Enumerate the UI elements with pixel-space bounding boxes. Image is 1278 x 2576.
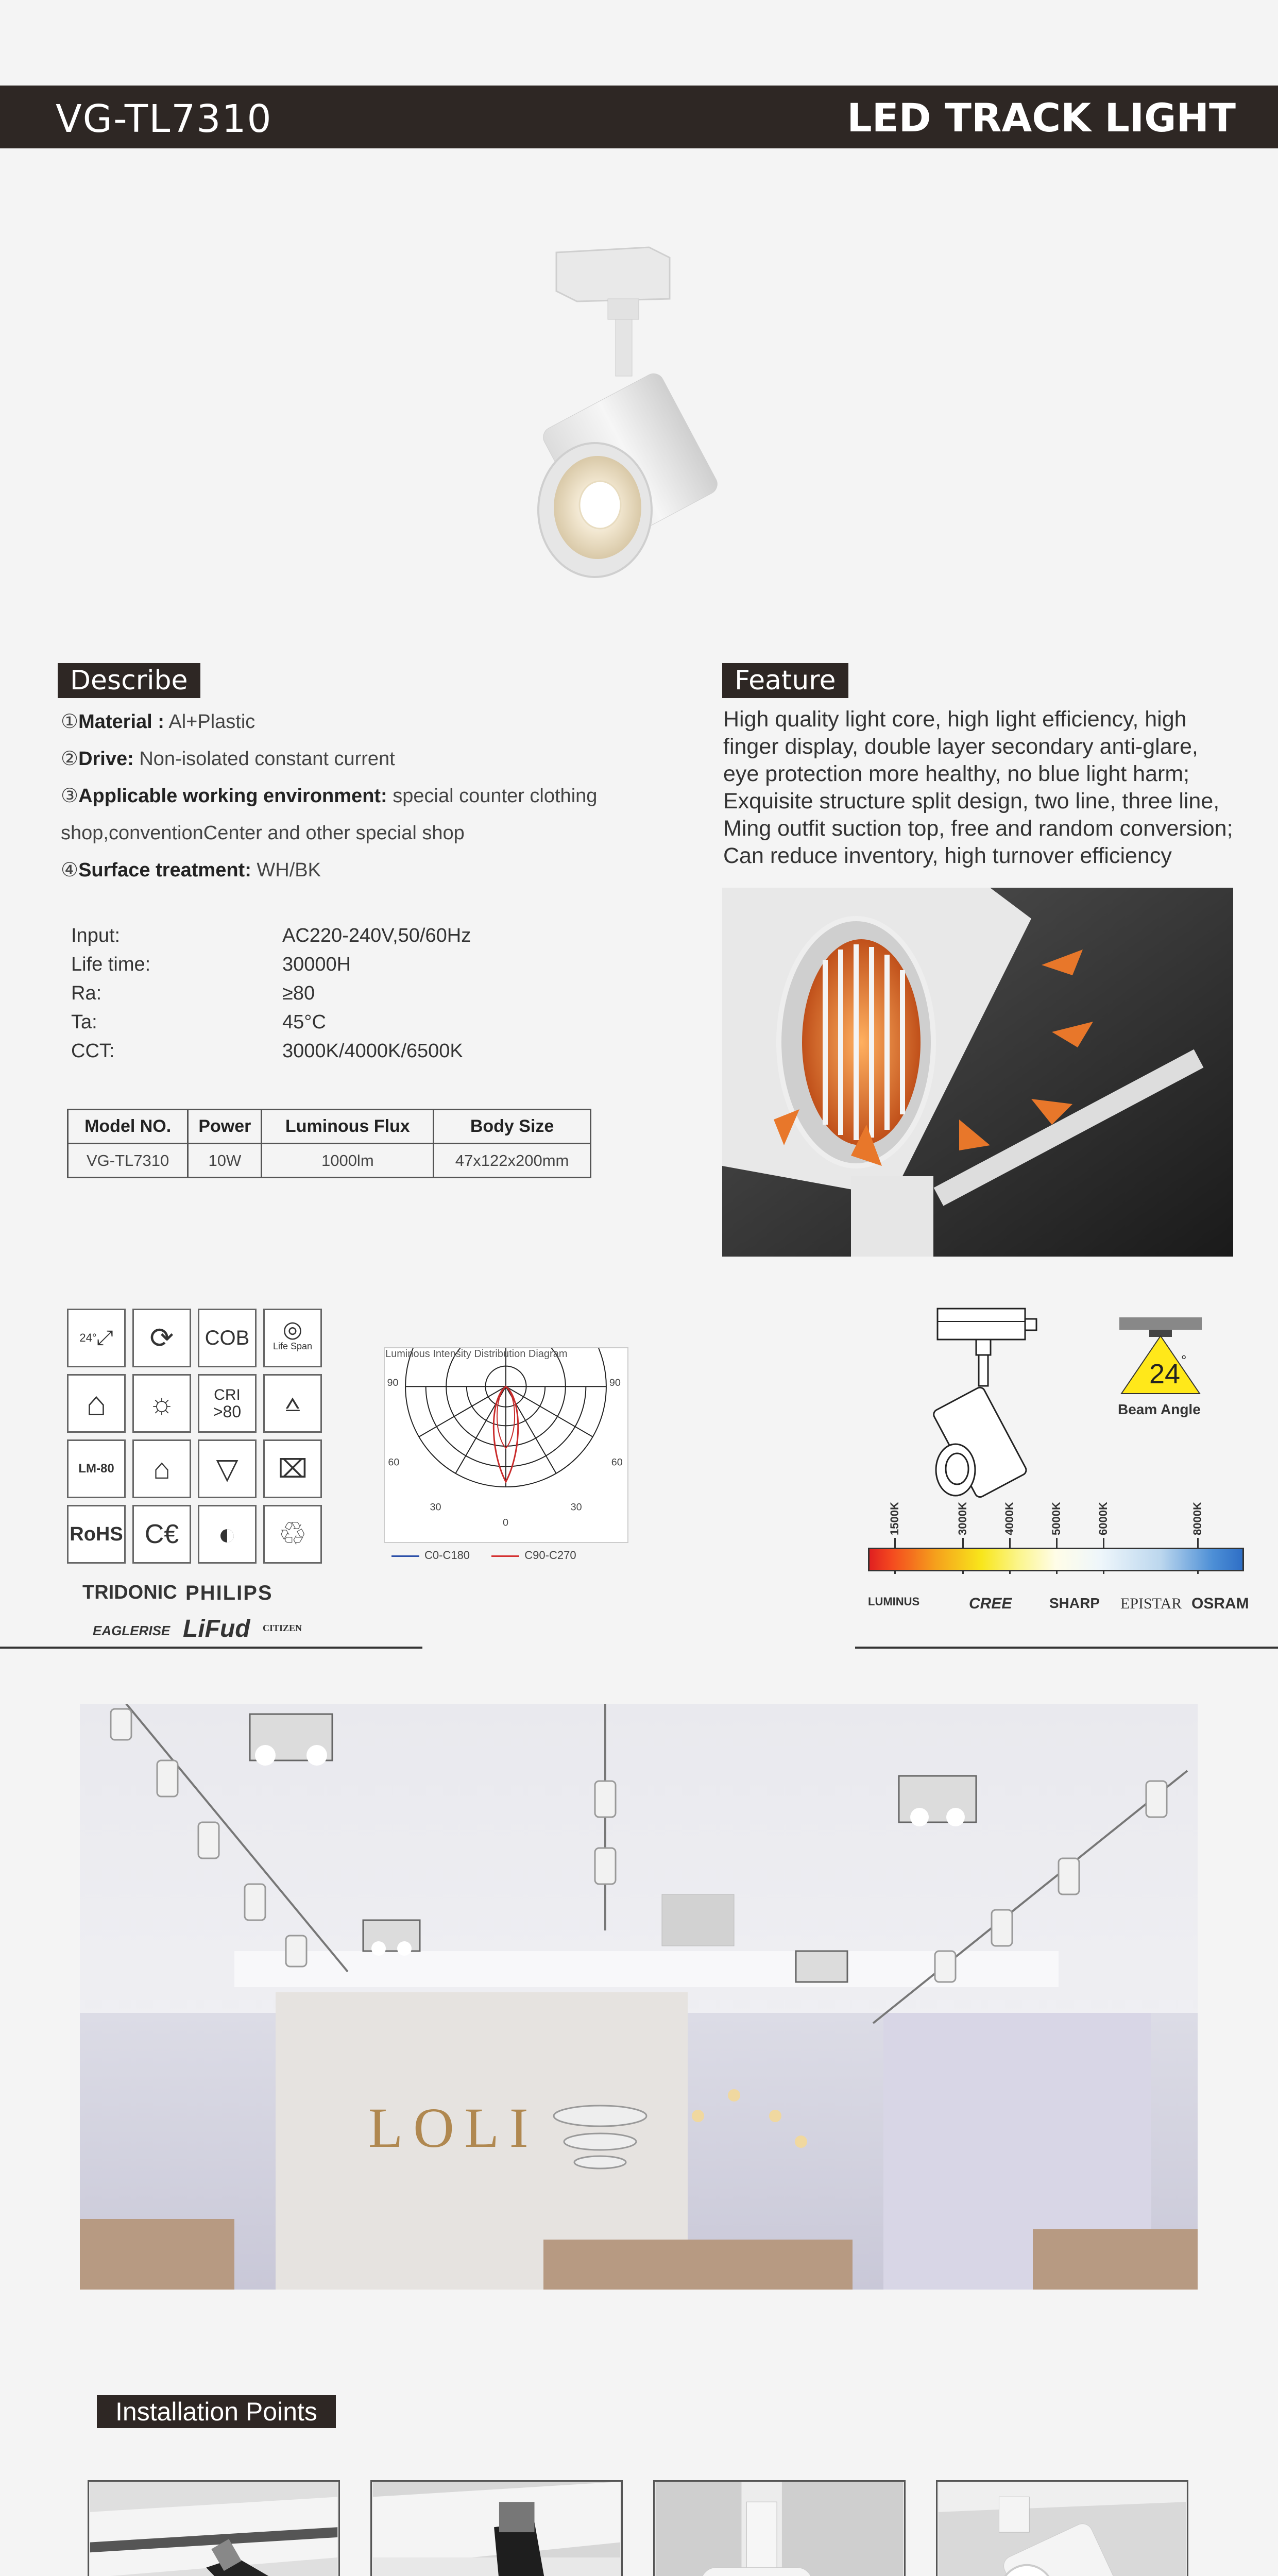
feature-label: Feature: [722, 663, 848, 698]
cct-label: 4000K: [1002, 1502, 1016, 1535]
cct-label: 1500K: [888, 1502, 901, 1535]
feature-line: High quality light core, high light efficiency, high: [723, 707, 1187, 732]
table-cell: VG-TL7310: [68, 1144, 188, 1178]
cct-color-bar: [868, 1548, 1244, 1571]
brand-lifud: LiFud: [183, 1615, 250, 1642]
polar-distribution-diagram: [384, 1347, 628, 1543]
describe-label: Describe: [58, 663, 200, 698]
legend-swatch-c90: [491, 1555, 519, 1557]
describe-item: ①Material : Al+Plastic: [61, 711, 255, 733]
brand-philips: PHILIPS: [185, 1582, 273, 1604]
describe-list: [61, 703, 679, 889]
angle-label: 30: [430, 1501, 441, 1513]
cri-icon: CRI >80: [198, 1374, 257, 1433]
product-type: LED TRACK LIGHT: [847, 95, 1236, 141]
feature-line: finger display, double layer secondary anti-glare,: [723, 734, 1198, 759]
showroom-photo: [80, 1704, 1198, 2290]
table-cell: 47x122x200mm: [434, 1144, 591, 1178]
describe-item: ③Applicable working environment: special counter clothing: [61, 785, 598, 807]
certification-icon-grid: [67, 1309, 325, 1566]
spec-row: Input: AC220-240V,50/60Hz: [71, 925, 471, 946]
section-divider-left: [0, 1647, 422, 1649]
lamp-icon: ⩟: [263, 1374, 322, 1433]
describe-item: ②Drive: Non-isolated constant current: [61, 748, 395, 770]
step-3-image: [653, 2480, 906, 2576]
beam-angle-degree: °: [1181, 1352, 1187, 1368]
table-header: Power: [188, 1110, 262, 1144]
recycle-circle-icon: ◐: [198, 1505, 257, 1564]
model-number: VG-TL7310: [56, 97, 272, 141]
rotate-icon: ⟳: [132, 1309, 191, 1367]
brand-eaglerise: EAGLERISE: [93, 1623, 171, 1638]
table-header: Model NO.: [68, 1110, 188, 1144]
angle-label: 60: [388, 1456, 400, 1468]
table-header: Body Size: [434, 1110, 591, 1144]
feature-line: eye protection more healthy, no blue light harm;: [723, 761, 1190, 786]
step-4-image: [936, 2480, 1188, 2576]
beam-angle-label: Beam Angle: [1118, 1401, 1201, 1417]
legend-label: C0-C180: [424, 1549, 470, 1562]
feature-line: Can reduce inventory, high turnover efficiency: [723, 843, 1172, 868]
store-sign: LOLI: [368, 2096, 539, 2159]
angle-label: 0: [503, 1517, 509, 1529]
angle-label: 60: [611, 1456, 623, 1468]
legend-label: C90-C270: [524, 1549, 576, 1562]
table-header-row: [68, 1110, 591, 1144]
anti-glare-photo: [722, 888, 1233, 1257]
table-header: Luminous Flux: [262, 1110, 434, 1144]
polar-legend: [391, 1549, 576, 1562]
brand-osram: OSRAM: [1191, 1595, 1249, 1612]
weee-bin-icon: ⌧: [263, 1439, 322, 1498]
brand-citizen: CITIZEN: [263, 1623, 302, 1633]
lifespan-icon: ◎ Life Span: [263, 1309, 322, 1367]
feature-line: Ming outfit suction top, free and random conversion;: [723, 816, 1233, 841]
describe-item: shop,conventionCenter and other special shop: [61, 822, 465, 844]
feature-text: [723, 706, 1249, 870]
angle-label: 90: [609, 1377, 621, 1389]
spec-row: CCT: 3000K/4000K/6500K: [71, 1040, 463, 1062]
spec-row: Ta: 45°C: [71, 1011, 326, 1033]
angle-label: 90: [387, 1377, 399, 1389]
cob-icon: COB: [198, 1309, 257, 1367]
table-cell: 1000lm: [262, 1144, 434, 1178]
beam-angle-icon: 24° ⤢: [67, 1309, 126, 1367]
table-row: [68, 1144, 591, 1178]
recycle-icon: ♲: [263, 1505, 322, 1564]
driver-brands: [82, 1582, 340, 1649]
polar-title: Luminous Intensity Distribution Diagram: [385, 1348, 568, 1360]
sun-icon: ☼: [132, 1374, 191, 1433]
spec-list: [71, 925, 586, 1069]
installation-label: Installation Points: [97, 2395, 336, 2428]
header-bar: [0, 86, 1278, 148]
brand-cree: CREE: [969, 1595, 1012, 1612]
spec-row: Life time: 30000H: [71, 954, 351, 975]
rohs-icon: RoHS: [67, 1505, 126, 1564]
cct-label: 5000K: [1050, 1502, 1063, 1535]
step-2-image: [370, 2480, 623, 2576]
track-light-drawing: [927, 1306, 1051, 1502]
lm80-icon: LM-80: [67, 1439, 126, 1498]
cct-label: 3000K: [956, 1502, 969, 1535]
step-1-image: [88, 2480, 340, 2576]
beam-angle-value: 24: [1149, 1359, 1181, 1389]
model-table: [67, 1109, 591, 1178]
house-icon: ⌂: [67, 1374, 126, 1433]
led-chip-brands: [868, 1595, 1249, 1621]
angle-label: 30: [570, 1501, 582, 1513]
brand-epistar: EPISTAR: [1120, 1595, 1182, 1612]
legend-swatch-c0: [391, 1555, 419, 1557]
beam-angle-graphic: [1119, 1317, 1202, 1395]
cct-label: 8000K: [1190, 1502, 1204, 1535]
brand-sharp: SHARP: [1049, 1595, 1100, 1611]
table-cell: 10W: [188, 1144, 262, 1178]
brand-luminus: LUMINUS: [868, 1595, 920, 1608]
describe-item: ④Surface treatment: WH/BK: [61, 859, 321, 881]
brand-tridonic: TRIDONIC: [82, 1582, 177, 1603]
product-image: [505, 242, 747, 603]
feature-line: Exquisite structure split design, two line, three line,: [723, 789, 1220, 814]
spec-row: Ra: ≥80: [71, 982, 315, 1004]
f-mark-icon: ▽: [198, 1439, 257, 1498]
cct-label: 6000K: [1097, 1502, 1110, 1535]
ce-icon: C€: [132, 1505, 191, 1564]
section-divider-right: [855, 1647, 1278, 1649]
cct-ticks: [868, 1538, 1244, 1548]
indoor-icon: ⌂: [132, 1439, 191, 1498]
